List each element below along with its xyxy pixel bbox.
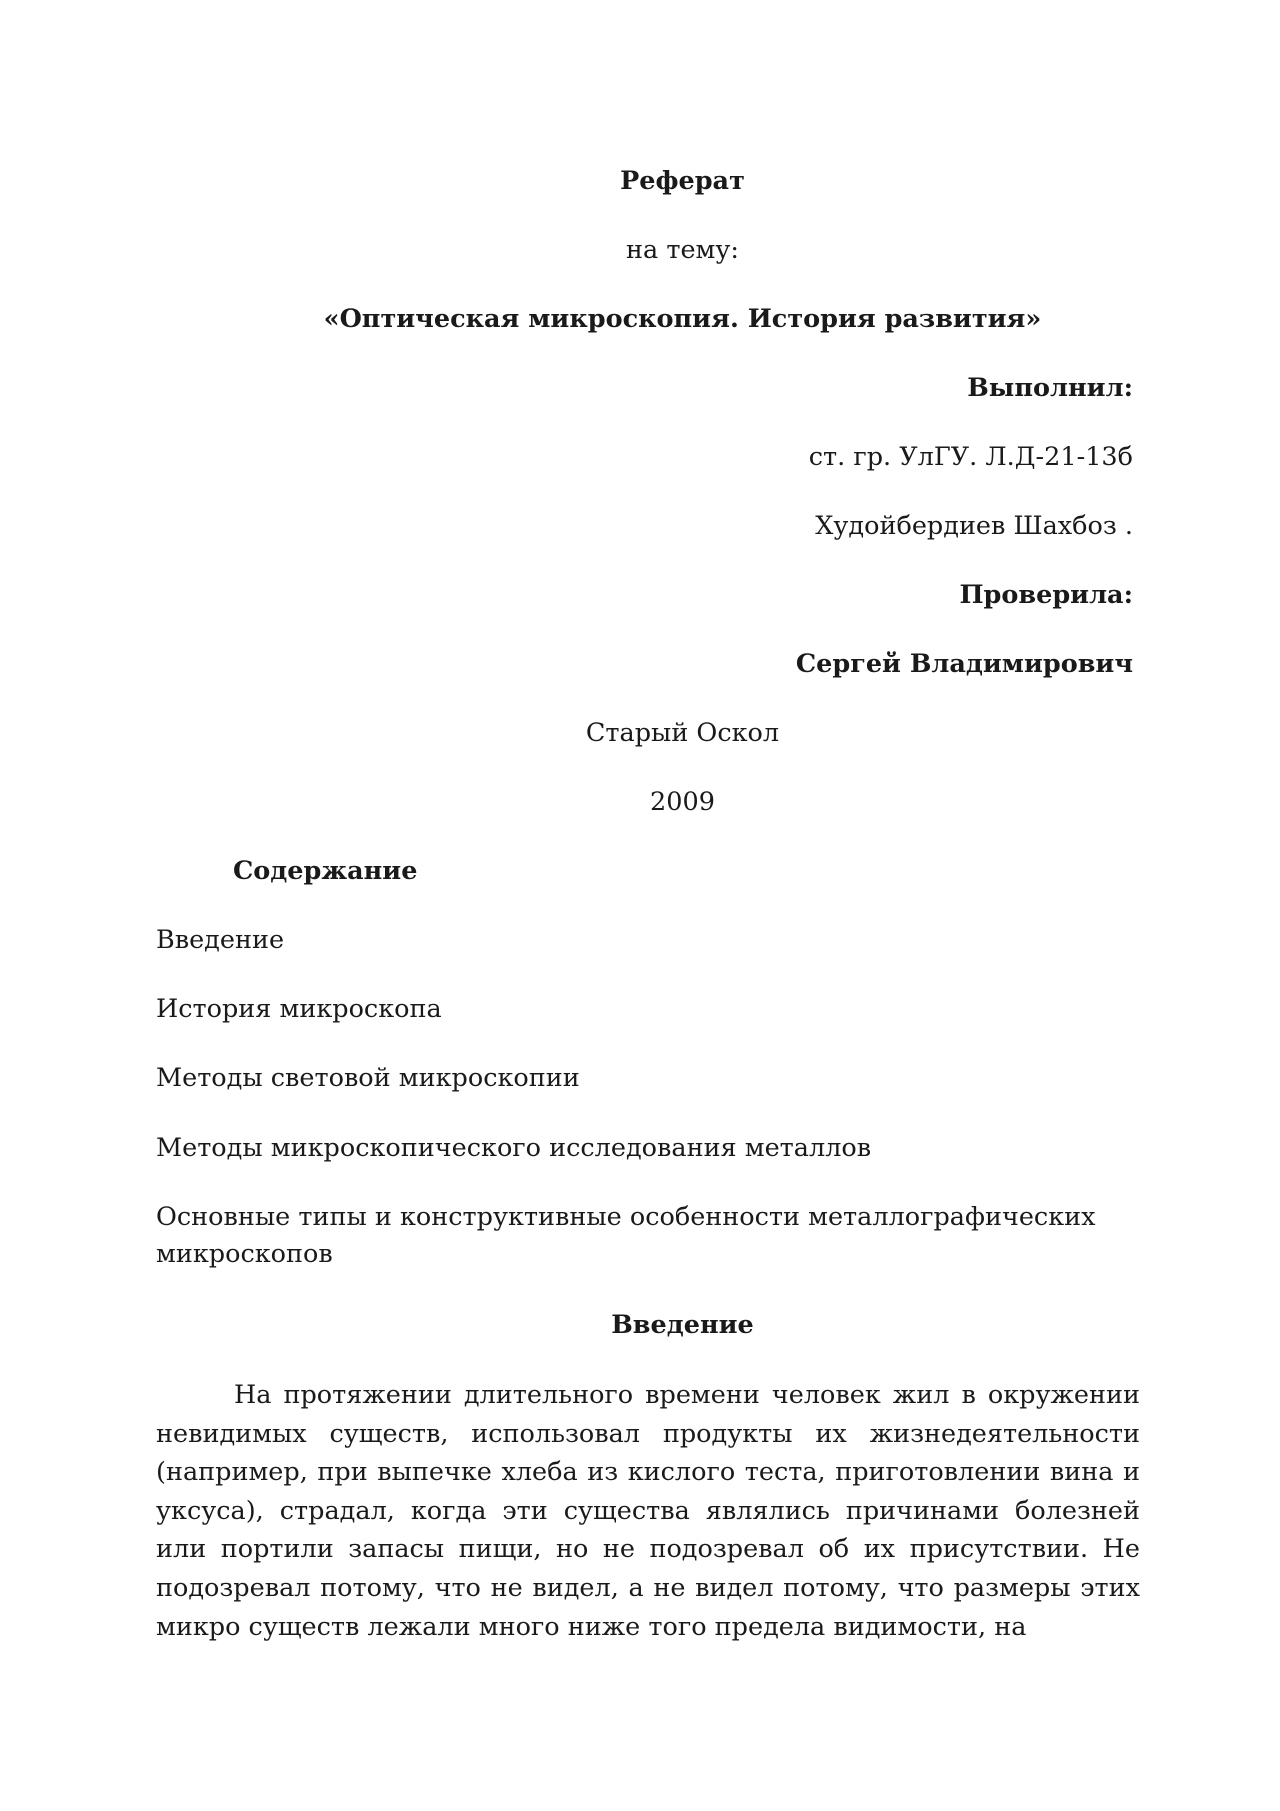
student-name: Худойбердиев Шахбоз . bbox=[815, 511, 1133, 541]
introduction-heading: Введение bbox=[611, 1310, 754, 1340]
toc-item: Введение bbox=[156, 925, 285, 955]
performed-label: Выполнил: bbox=[967, 373, 1133, 403]
toc-item: Методы световой микроскопии bbox=[156, 1063, 580, 1093]
city: Старый Оскол bbox=[585, 718, 780, 748]
contents-heading: Содержание bbox=[233, 856, 418, 886]
year: 2009 bbox=[650, 787, 715, 817]
checker-name: Сергей Владимирович bbox=[795, 649, 1133, 679]
toc-item: История микроскопа bbox=[156, 994, 442, 1024]
toc-item: Методы микроскопического исследования металлов bbox=[156, 1133, 872, 1163]
student-group: ст. гр. УлГУ. Л.Д-21-13б bbox=[808, 442, 1133, 472]
introduction-paragraph: На протяжении длительного времени человек жил в окружении невидимых существ, использовал продукты их жизнедеятельности (например, при выпечке хлеба из кислого теста, приготовлении вина и уксуса), страдал, когда эти существа являлись причинами болезней или портили запасы пищи, но не подозревал об их присутствии. Не подозревал потому, что не видел, а не видел потому, что размеры этих микро существ лежали много ниже того предела видимости, на bbox=[156, 1380, 1140, 1642]
checked-label: Проверила: bbox=[959, 580, 1133, 610]
topic-title: «Оптическая микроскопия. История развития» bbox=[323, 304, 1042, 334]
toc-item: Основные типы и конструктивные особенности металлографических микроскопов bbox=[156, 1202, 1096, 1269]
document-type-title: Реферат bbox=[620, 166, 745, 196]
subtitle: на тему: bbox=[626, 235, 739, 265]
